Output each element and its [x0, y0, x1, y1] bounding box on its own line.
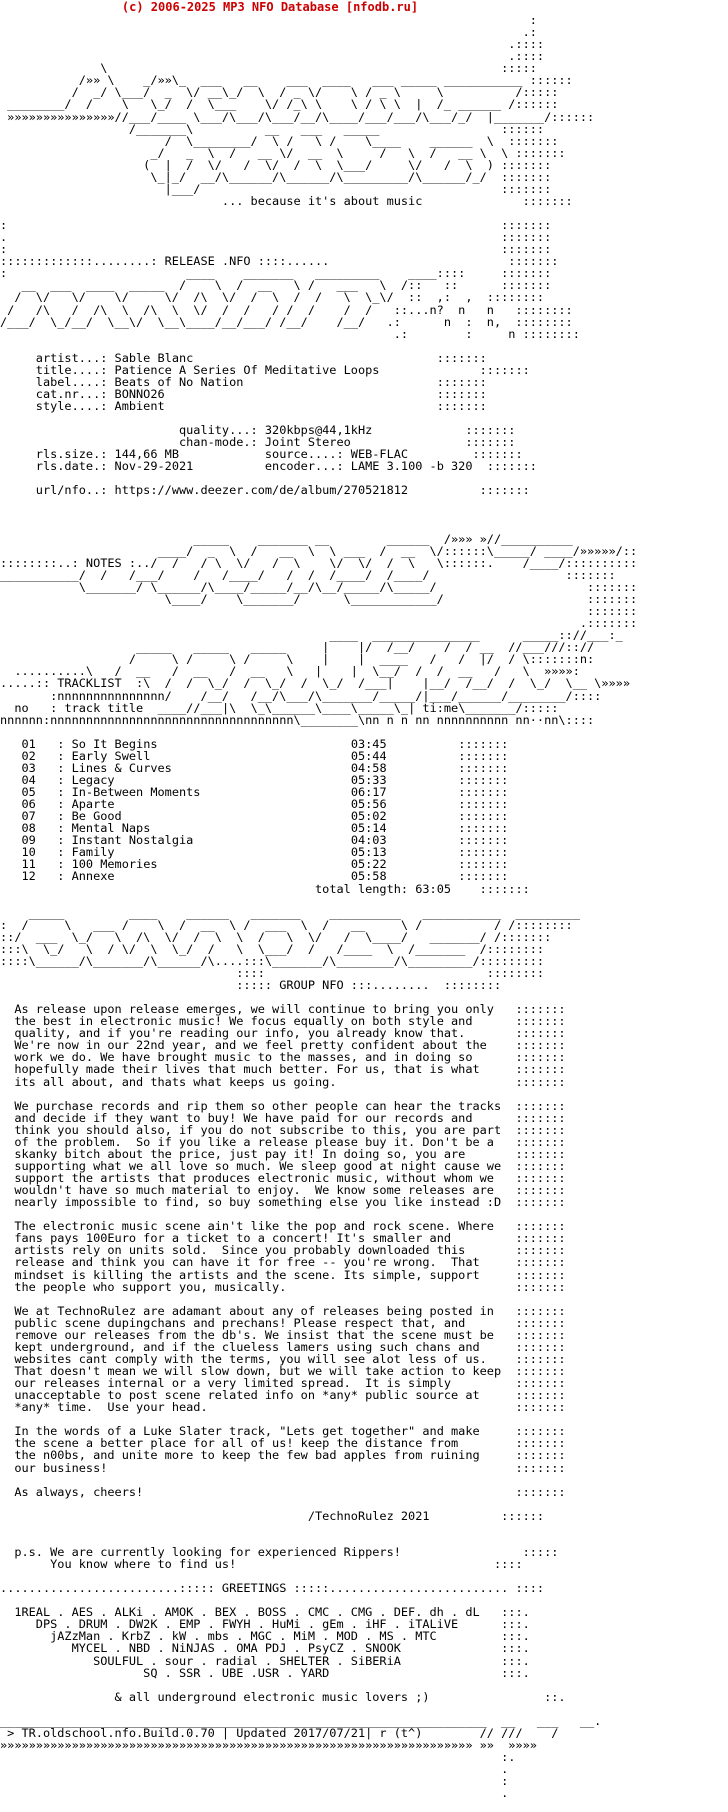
group-nfo-text: We at TechnoRulez are adamant about any of releases being posted in: [14, 1303, 494, 1318]
group-nfo-line: our releases internal or a very limited spread. It is simply :::::::: [14, 1376, 566, 1391]
notes-art: ___________/ / /___/ / /____/ / / /____/ /____/ :::::::: [0, 567, 616, 582]
notes-art: \____/ \_______/ \____________/ :::::::: [0, 592, 638, 606]
quality-value: 320kbps@44,1kHz: [264, 423, 373, 438]
group-nfo-line: think you should also, if you do not subscribe to this, you are part :::::::: [14, 1122, 566, 1137]
nfo-document: [0, 14, 728, 1812]
group-nfo-text: skanky bitch about the price, just pay it! In doing so, you are: [14, 1146, 466, 1161]
track-title: Mental Naps: [71, 821, 151, 836]
track-title: Instant Nostalgia: [71, 833, 194, 848]
greetings-row: MYCEL . NBD . NiNJAS . OMA PDJ . PsyCZ . SNOOK :::.: [0, 1641, 530, 1656]
tracklist-header-line: .....:: TRACKLIST :\ / / \_/ / \_/ / \_/ /___| |__/ /__/ / \_/ \__ \»»»»: [0, 676, 630, 691]
notes-art: ..........\ / __ / __ / __ \ | | \__/ / / __ / \ »»»»:: [0, 664, 580, 679]
group-nfo-text: support the artists that produces electronic music, without whom we: [14, 1171, 494, 1185]
logo-art: \ :::::: [0, 61, 537, 76]
group-nfo-line: We at TechnoRulez are adamant about any of releases being posted in :::::::: [14, 1303, 566, 1318]
notes-art: _____ _____ _____ | |/ /__/ / / __ //___///:://: [0, 640, 595, 655]
group-nfo-line: artists rely on units sold. Since you probably downloaded this :::::::: [14, 1243, 566, 1258]
group-nfo-text: and decide if they want to buy! We have paid for our records and: [14, 1110, 473, 1125]
size-line: rls.size.: 144,66 MB source....: WEB-FLAC :::::::: [0, 447, 523, 462]
tracklist-col-title: track title: [64, 700, 144, 715]
track-time: 05:22: [350, 857, 387, 872]
notes-art: _____ _______ __ ______ /»»» »//__________: [0, 531, 573, 546]
group-nfo-line: The electronic music scene ain't like the pop and rock scene. Where :::::::: [14, 1219, 566, 1234]
track-time: 05:13: [350, 845, 387, 860]
track-row: 07 : Be Good 05:02 :::::::: [21, 809, 509, 824]
release-art: .: : n ::::::::: [0, 326, 580, 341]
notes-art: ____/ _ \ / __ \ \ ___ / __ \/::::::\_____/ ____/»»»»»/::: [0, 543, 638, 558]
logo-art: »»»»»»»»»»»»»»»//___/____ \___/\___/\___/__/\____/___/___/\___/_/ |_______/::::::: [0, 109, 595, 124]
track-number: 06: [21, 797, 36, 812]
group-nfo-header-line: ::::: GROUP NFO :::........ ::::::::: [236, 978, 502, 992]
chan-mode-line: chan-mode.: Joint Stereo :::::::: [0, 435, 516, 450]
release-art: / /\ / /\ \ /\ \ \/ / / / / / / / ::...n? n n ::::::::: [0, 302, 573, 317]
tracklist-col-no: no: [14, 700, 29, 715]
group-nfo-line: mindset is killing the artists and the scene. Its simple, support :::::::: [14, 1267, 566, 1282]
logo-art: \_|_/ __/\______/\______/\_________/\______/_/ :::::::: [0, 169, 552, 184]
group-nfo-line: That doesn't mean we will slow down, but we will take action to keep :::::::: [14, 1364, 566, 1378]
track-row: 06 : Aparte 05:56 :::::::: [21, 797, 509, 812]
source-value: WEB-FLAC: [350, 447, 409, 462]
tracklist-columns: no : track title ____//___|\ \_\______\____\_____\_| ti:me\_______/:::::: [14, 700, 559, 715]
notes-header-line: ::::::::..: NOTES :../ / / \ \/ / \ \/ \/ / \ \::::::. /____/::::::::::: [0, 555, 638, 570]
track-number: 02: [21, 748, 36, 763]
track-number: 08: [21, 821, 36, 836]
track-time: 05:33: [350, 772, 387, 787]
greetings-line: SQ . SSR . UBE .USR . YARD: [0, 1665, 330, 1680]
group-nfo-line: our business! :::::::: [14, 1460, 566, 1475]
notes-art: .:::::::: [0, 616, 638, 631]
group-nfo-line: As release upon release emerges, we will continue to bring you only :::::::: [14, 1002, 566, 1017]
track-time: 03:45: [350, 736, 387, 751]
artist-value: Sable Blanc: [114, 350, 194, 365]
group-nfo-text: We purchase records and rip them so other people can hear the tracks: [14, 1098, 502, 1113]
group-nfo-text: quality, and if you're reading our info, you already know that.: [14, 1026, 466, 1041]
group-nfo-text: the best in electronic music! We focus equally on both style and: [14, 1014, 473, 1029]
footer-art: ____________________________________________________________________ __ ___ __.: [0, 1713, 602, 1728]
track-row: 11 : 100 Memories 05:22 :::::::: [21, 857, 509, 872]
greetings-line: DPS . DRUM . DW2K . EMP . FWYH . HuMi . gEm . iHF . iTALiVE: [0, 1617, 459, 1632]
style-line: style....: Ambient :::::::: [0, 399, 487, 413]
group-nfo-text: kept underground, and if the clueless lamers using such chans and: [14, 1339, 480, 1354]
group-nfo-text: That doesn't mean we will slow down, but we will take action to keep: [14, 1364, 502, 1378]
track-title: Lines & Curves: [71, 760, 172, 775]
track-number: 07: [21, 809, 36, 824]
greetings-line: SOULFUL . sour . radial . SHELTER . SiBERiA: [0, 1653, 401, 1668]
footer-text: > TR.oldschool.nfo.Build.0.70 | Updated 2017/07/21| r (t^): [0, 1725, 423, 1740]
group-nfo-line: fans pays 100Euro for a ticket to a concert! It's smaller and :::::::: [14, 1231, 566, 1246]
logo-art: .:: [0, 25, 537, 40]
group-nfo-text: As release upon release emerges, we will continue to bring you only: [14, 1002, 494, 1017]
group-nfo-line: support the artists that produces electronic music, without whom we :::::::: [14, 1171, 566, 1185]
footer-art: .: [0, 1786, 509, 1801]
greetings-header-line: .........................::::: GREETINGS :::::......................... ::::: [0, 1581, 545, 1596]
group-nfo-line: the scene a better place for all of us! keep the distance from :::::::: [14, 1436, 566, 1451]
group-nfo-line: work we do. We have brought music to the masses, and in doing so :::::::: [14, 1050, 566, 1065]
logo-art: _/ _ \ / __ \/ __ \ / \ / __ \ \ :::::::: [0, 145, 566, 160]
track-title: 100 Memories: [71, 857, 158, 872]
group-nfo-text: In the words of a Luke Slater track, "Lets get together" and make: [14, 1424, 480, 1439]
label-value: Beats of No Nation: [114, 374, 244, 389]
group-nfo-line: and decide if they want to buy! We have paid for our records and :::::::: [14, 1110, 566, 1125]
group-art: _____ ____ ______ _______ __________ ___________ _________: [0, 905, 580, 920]
group-nfo-line: hopefully made their lives that much better. For us, that is what :::::::: [14, 1062, 566, 1077]
footer-art: :: [0, 1774, 509, 1789]
group-nfo-text: wouldn't have so much material to enjoy. We know some releases are: [14, 1183, 494, 1198]
greetings-line: 1REAL . AES . ALKi . AMOK . BEX . BOSS . CMC . CMG . DEF. dh . dL: [0, 1605, 480, 1620]
border-art: : :::::::: [0, 242, 552, 257]
group-nfo-line: the best in electronic music! We focus equally on both style and :::::::: [14, 1014, 566, 1029]
release-header-line: :::::::::::::........: RELEASE .NFO ::::...... :::::::: [0, 254, 559, 269]
border-art: . :::::::: [0, 230, 552, 245]
track-number: 01: [21, 736, 36, 751]
group-nfo-text: supporting what we all love so much. We sleep good at night cause we: [14, 1158, 502, 1173]
track-title: Annexe: [71, 869, 115, 884]
greetings-row: DPS . DRUM . DW2K . EMP . FWYH . HuMi . gEm . iHF . iTALiVE :::.: [0, 1617, 530, 1632]
logo-art: ________/ / \ \_/ / \___ \/ /_\ \ \ / \ \ | /_ ______ /::::::: [0, 97, 559, 112]
notes-art: ____ _______________ _____:://___:_: [0, 628, 623, 643]
group-nfo-text: work we do. We have brought music to the masses, and in doing so: [14, 1050, 473, 1065]
logo-art: /_______\ __ ___ _____ ::::::: [0, 121, 545, 136]
greetings-row: SQ . SSR . UBE .USR . YARD :::.: [0, 1665, 530, 1680]
group-nfo-line: release and think you can have it for free -- you're wrong. That :::::::: [14, 1255, 566, 1270]
greetings-row: SOULFUL . sour . radial . SHELTER . SiBERiA :::.: [0, 1653, 530, 1668]
footer-art: :.: [0, 1750, 516, 1764]
group-nfo-text: of the problem. So if you like a release please buy it. Don't be a: [14, 1134, 494, 1149]
group-nfo-line: remove our releases from the db's. We insist that the scene must be :::::::: [14, 1327, 566, 1342]
group-nfo-line: skanky bitch about the price, just pay it! In doing so, you are :::::::: [14, 1146, 566, 1161]
group-nfo-line: nearly impossible to find, so buy something else you like instead :D :::::::: [14, 1195, 566, 1210]
url-line: url/nfo..: https://www.deezer.com/de/album/270521812 :::::::: [0, 483, 530, 498]
group-nfo-line: of the problem. So if you like a release please buy it. Don't be a :::::::: [14, 1134, 566, 1149]
group-nfo-line: its all about, and thats what keeps us going. :::::::: [14, 1074, 566, 1089]
group-nfo-text: public scene dupingchans and prechans! Please respect that, and: [14, 1315, 466, 1330]
group-nfo-text: its all about, and thats what keeps us going.: [14, 1074, 337, 1089]
track-row: 04 : Legacy 05:33 :::::::: [21, 772, 509, 787]
encoder-value: LAME 3.100 -b 320: [350, 459, 473, 474]
track-row: 08 : Mental Naps 05:14 :::::::: [21, 821, 509, 836]
track-row: 10 : Family 05:13 :::::::: [21, 845, 509, 860]
group-nfo-line: the n00bs, and unite more to keep the few bad apples from ruining :::::::: [14, 1448, 566, 1463]
chan-mode-value: Joint Stereo: [264, 435, 351, 450]
artist-line: artist...: Sable Blanc :::::::: [0, 350, 487, 365]
url-value: https://www.deezer.com/de/album/270521812: [114, 483, 409, 498]
group-nfo-line: wouldn't have so much material to enjoy. We know some releases are :::::::: [14, 1183, 566, 1198]
track-number: 04: [21, 772, 36, 787]
logo-art: / \________/ \ / \ / \____ ______ \ :::::::: [0, 133, 559, 148]
track-number: 05: [21, 785, 36, 799]
group-nfo-header: ::::: GROUP NFO :::........: [236, 978, 430, 992]
group-art: ::::\______/\_______/\______/\....:::\_______/\________/\_________/:::::::::: [0, 953, 545, 968]
release-art: : ____ _______ _________ ____:::: :::::::: [0, 266, 552, 281]
ps-line: p.s. We are currently looking for experienced Rippers! :::::: [14, 1544, 559, 1559]
track-number: 10: [21, 845, 36, 860]
track-title: Aparte: [71, 797, 115, 812]
track-row: 03 : Lines & Curves 04:58 :::::::: [21, 760, 509, 775]
release-art: /___/ \_/__/ \__\/ \__\____/__/___/ /__/ /__/ .: n : n, ::::::::: [0, 314, 573, 329]
logo-art: :: [0, 14, 537, 27]
track-title: Be Good: [71, 809, 122, 824]
style-value: Ambient: [114, 399, 165, 413]
track-number: 12: [21, 869, 36, 884]
group-nfo-text: We're now in our 22nd year, and we feel pretty confident about the: [14, 1038, 487, 1053]
release-art: / \/ \/ \/ \/ /\ \/ / \ / / \ \_\/ :: ,: , ::::::::: [0, 290, 545, 305]
ps-line: You know where to find us! ::::: [14, 1557, 523, 1571]
group-nfo-text: release and think you can have it for free -- you're wrong. That: [14, 1255, 480, 1270]
group-nfo-text: *any* time. Use your head.: [14, 1400, 208, 1415]
track-title: Early Swell: [71, 748, 151, 763]
greetings-footer: & all underground electronic music lovers ;): [114, 1689, 430, 1704]
total-length-line: total length: 63:05 :::::::: [315, 881, 530, 896]
track-number: 09: [21, 833, 36, 848]
group-nfo-line: supporting what we all love so much. We sleep good at night cause we :::::::: [14, 1158, 566, 1173]
ps-line-2: You know where to find us!: [14, 1557, 237, 1571]
signature: /TechnoRulez 2021: [307, 1508, 430, 1523]
track-time: 05:02: [350, 809, 387, 824]
group-nfo-line: In the words of a Luke Slater track, "Lets get together" and make :::::::: [14, 1424, 566, 1439]
group-nfo-line: the people who support you, musically. :::::::: [14, 1279, 566, 1294]
date-line: rls.date.: Nov-29-2021 encoder...: LAME 3.100 -b 320 :::::::: [0, 459, 537, 474]
group-art: :::: ::::::::: [0, 965, 545, 980]
release-header: :::::::::::::........: RELEASE .NFO ::::......: [0, 254, 330, 269]
group-nfo-text: the n00bs, and unite more to keep the few bad apples from ruining: [14, 1448, 480, 1463]
group-nfo-text: the people who support you, musically.: [14, 1279, 287, 1294]
greetings-footer-line: & all underground electronic music lovers ;) ::.: [114, 1689, 566, 1704]
border-art: : :::::::: [0, 218, 552, 233]
group-nfo-text: fans pays 100Euro for a ticket to a concert! It's smaller and: [14, 1231, 452, 1246]
notes-art: \_______/ \______/\____/_____/__/\__/_____/\_____/ :::::::: [0, 579, 638, 594]
track-number: 11: [21, 857, 36, 872]
group-nfo-text: our releases internal or a very limited spread. It is simply: [14, 1376, 452, 1391]
greetings-row: jAZzMan . KrbZ . kW . mbs . MGC . MiM . MOD . MS . MTC :::.: [0, 1629, 530, 1644]
track-row: 01 : So It Begins 03:45 :::::::: [21, 736, 509, 751]
track-time: 06:17: [350, 785, 387, 799]
track-time: 05:14: [350, 821, 387, 836]
size-value: 144,66 MB: [114, 447, 179, 462]
group-art: :::\ \_/ \ / \/ \ \_/ / \ \___/ / /____ \ /_______ /::::::::: [0, 941, 545, 956]
logo-art: ( | / \/ / \/ / \ \___/ \/ / \ ) :::::::: [0, 157, 552, 172]
group-nfo-text: mindset is killing the artists and the scene. Its simple, support: [14, 1267, 480, 1282]
group-nfo-text: nearly impossible to find, so buy something else you like instead :D: [14, 1195, 502, 1210]
release-art: __ ___ ____ _____ / \ / __ \ / ___ \ /:: :: :::::::: [0, 278, 552, 293]
footer-art: .: [0, 1762, 509, 1777]
group-nfo-line: unacceptable to post scene related info on *any* public source at :::::::: [14, 1388, 566, 1403]
greetings-line: jAZzMan . KrbZ . kW . mbs . MGC . MiM . MOD . MS . MTC: [0, 1629, 437, 1644]
group-art: : / \ ___ / \ / __ \ / ___ \ / __ \ / / /::::::::: [0, 917, 573, 932]
logo-art: / _/ \___/ _ \/ __\_/ \ / _ \/ \ / _ \ \ /:::::: [0, 85, 559, 100]
group-nfo-text: websites cant comply with the terms, you will see alot less of us.: [14, 1351, 487, 1366]
logo-art: /»» \ _/»»\_ ___ __ ___ ____ ___ _____ ___________ ::::::: [0, 73, 573, 88]
notes-art: / \ / \ / \ | | ____ / / |/ / \:::::::n:: [0, 652, 595, 667]
group-nfo-text: As always, cheers!: [14, 1484, 144, 1499]
notes-art: :::::::: [0, 604, 638, 619]
logo-art: |___/ :::::::: [0, 181, 552, 196]
notes-header: ::::::::..: NOTES :../: [0, 555, 158, 570]
group-nfo-text: The electronic music scene ain't like the pop and rock scene. Where: [14, 1219, 494, 1234]
tracklist-header: .....:: TRACKLIST :\: [0, 676, 151, 691]
catnr-value: BONNO26: [114, 386, 165, 401]
group-nfo-line: We purchase records and rip them so other people can hear the tracks :::::::: [14, 1098, 566, 1113]
tagline-line: ... because it's about music :::::::: [221, 193, 573, 208]
track-time: 05:44: [350, 748, 387, 763]
track-time: 05:56: [350, 797, 387, 812]
tracklist-col-time: ti:me: [422, 700, 459, 715]
title-line: title....: Patience A Series Of Meditative Loops :::::::: [0, 362, 530, 377]
track-row: 05 : In-Between Moments 06:17 :::::::: [21, 785, 509, 799]
site-banner: (c) 2006-2025 MP3 NFO Database [nfodb.ru]: [121, 0, 419, 14]
track-row: 02 : Early Swell 05:44 :::::::: [21, 748, 509, 763]
track-title: So It Begins: [71, 736, 158, 751]
footer-line: > TR.oldschool.nfo.Build.0.70 | Updated 2017/07/21| r (t^) // /// /: [0, 1725, 559, 1740]
track-time: 04:03: [350, 833, 387, 848]
group-nfo-line: kept underground, and if the clueless lamers using such chans and :::::::: [14, 1339, 566, 1354]
title-value: Patience A Series Of Meditative Loops: [114, 362, 380, 377]
group-nfo-line: *any* time. Use your head. :::::::: [14, 1400, 566, 1415]
group-nfo-line: public scene dupingchans and prechans! Please respect that, and :::::::: [14, 1315, 566, 1330]
track-time: 04:58: [350, 760, 387, 775]
group-nfo-text: think you should also, if you do not subscribe to this, you are part: [14, 1122, 502, 1137]
group-nfo-text: artists rely on units sold. Since you probably downloaded this: [14, 1243, 466, 1258]
track-title: Family: [71, 845, 115, 860]
track-number: 03: [21, 760, 36, 775]
catnr-line: cat.nr...: BONNO26 :::::::: [0, 386, 487, 401]
greetings-row: 1REAL . AES . ALKi . AMOK . BEX . BOSS . CMC . CMG . DEF. dh . dL :::.: [0, 1605, 530, 1620]
tagline: ... because it's about music: [221, 193, 423, 208]
group-nfo-line: As always, cheers! :::::::: [14, 1484, 566, 1499]
tracklist-art: nnnnnn:nnnnnnnnnnnnnnnnnnnnnnnnnnnnnnnnnn\________\nn n n nn nnnnnnnnnn nn··nn\::::: [0, 712, 595, 727]
logo-art: .::::: [0, 37, 545, 52]
group-nfo-text: remove our releases from the db's. We insist that the scene must be: [14, 1327, 494, 1342]
group-nfo-line: We're now in our 22nd year, and we feel pretty confident about the :::::::: [14, 1038, 566, 1053]
tracklist-art: :nnnnnnnnnnnnnnn/ /__/ /__/\___/\_______/_____/|___/______/________/::::: [0, 688, 602, 703]
group-nfo-text: hopefully made their lives that much better. For us, that is what: [14, 1062, 480, 1077]
track-title: In-Between Moments: [71, 785, 201, 799]
greetings-line: MYCEL . NBD . NiNJAS . OMA PDJ . PsyCZ . SNOOK: [0, 1641, 401, 1656]
date-value: Nov-29-2021: [114, 459, 194, 474]
group-art: ::/ ___ \_/ \ /\ \/ / \ \ / \ \/ / \____/ _______/ /:::::::: [0, 929, 552, 944]
ps-line-1: p.s. We are currently looking for experienced Rippers!: [14, 1544, 401, 1559]
quality-line: quality...: 320kbps@44,1kHz :::::::: [0, 423, 516, 438]
group-nfo-line: quality, and if you're reading our info, you already know that. :::::::: [14, 1026, 566, 1041]
greetings-header: .........................::::: GREETINGS :::::.........................: [0, 1581, 509, 1596]
track-row: 09 : Instant Nostalgia 04:03 :::::::: [21, 833, 509, 848]
group-nfo-text: our business!: [14, 1460, 108, 1475]
label-line: label....: Beats of No Nation :::::::: [0, 374, 487, 389]
group-nfo-line: websites cant comply with the terms, you will see alot less of us. :::::::: [14, 1351, 566, 1366]
signature-line: /TechnoRulez 2021 ::::::: [307, 1508, 545, 1523]
track-title: Legacy: [71, 772, 115, 787]
track-row: 12 : Annexe 05:58 :::::::: [21, 869, 509, 884]
group-nfo-text: unacceptable to post scene related info on *any* public source at: [14, 1388, 480, 1403]
track-time: 05:58: [350, 869, 387, 884]
group-nfo-text: the scene a better place for all of us! keep the distance from: [14, 1436, 459, 1451]
footer-art: »»»»»»»»»»»»»»»»»»»»»»»»»»»»»»»»»»»»»»»»»»»»»»»»»»»»»»»»»»»»»»»»»» »» »»»»: [0, 1737, 537, 1752]
logo-art: .::::: [0, 49, 545, 64]
total-length: total length: 63:05: [315, 881, 452, 896]
